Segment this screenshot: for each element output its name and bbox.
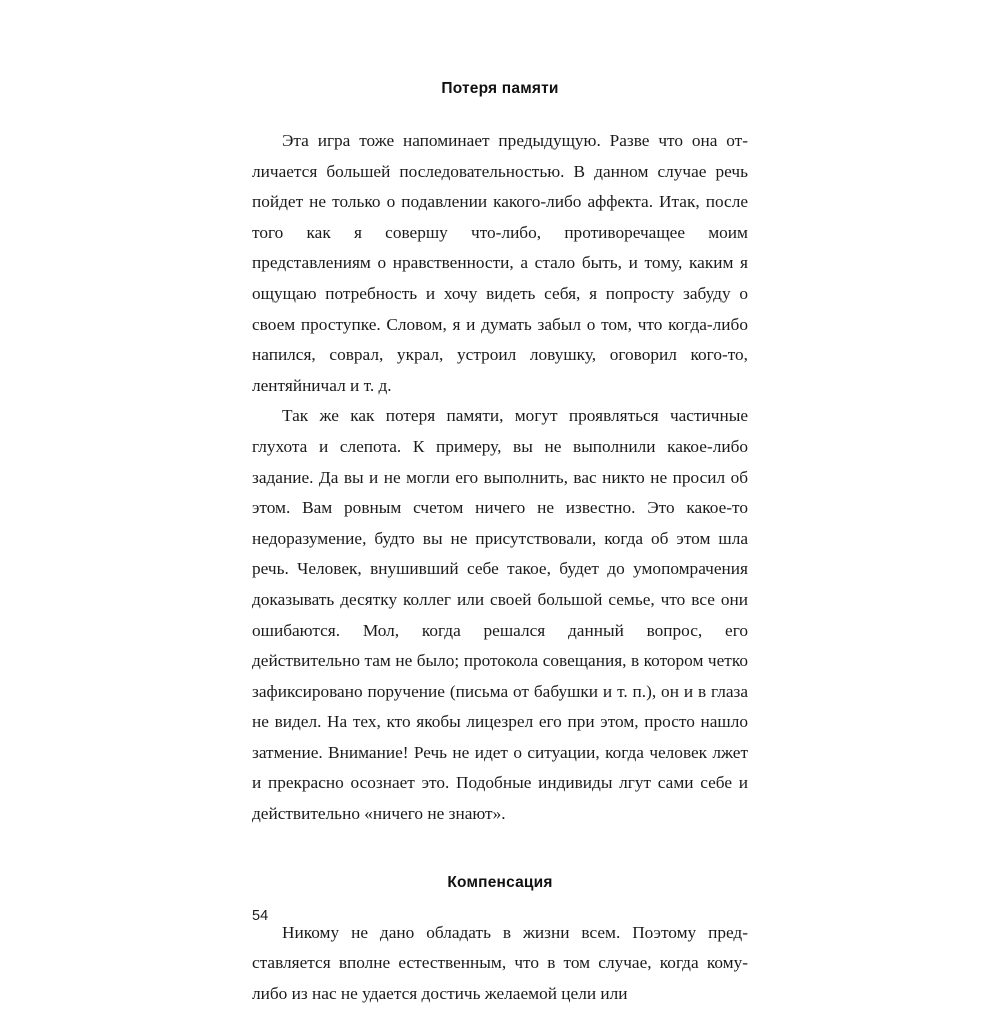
page-number: 54 xyxy=(252,908,269,924)
paragraph: Так же как потеря памяти, могут проявляться частичные глухота и слепота. К примеру, вы не выполнили какое-либо задание. Да вы и не могли его выполнить, вас никто не просил об этом. Вам ровным счетом ничего не известно. Это какое-то недоразумение, будто вы не присутствовали, когда об этом шла речь. Человек, внушивший себе такое, будет до умопомрачения доказывать десятку коллег или своей большой семье, что все они ошибаются. Мол, когда решался данный вопрос, его действительно там не было; протокола совещания, в котором четко зафиксировано поручение (письма от бабушки и т. п.), он и в глаза не видел. На тех, кто якобы лицезрел его при этом, просто нашло затмение. Внимание! Речь не идет о ситуации, когда человек лжет и прекрасно осознает это. Подобные индивиды лгут сами себе и действительно «ничего не знают». xyxy=(252,406,748,824)
section-heading-memory-loss: Потеря памяти xyxy=(441,80,559,97)
page-content xyxy=(252,80,748,1009)
section-heading-compensation: Компенсация xyxy=(447,873,553,891)
paragraph: Никому не дано обладать в жизни всем. Поэтому представляется вполне естественным, что в том случае, когда кому-либо из нас не удается достичь желаемой цели или xyxy=(252,922,748,1003)
paragraph: Эта игра тоже напоминает предыдущую. Разве что она отличается большей последовательностью. В данном случае речь пойдет не только о подавлении какого-либо аффекта. Итак, после того как я совершу что-либо, противоречащее моим представлениям о нравственности, а стало быть, и тому, каким я ощущаю потребность и хочу видеть себя, я попросту забуду о своем проступке. Словом, я и думать забыл о том, что когда-либо напился, соврал, украл, устроил ловушку, оговорил кого-то, лентяйничал и т. д. xyxy=(252,131,748,395)
